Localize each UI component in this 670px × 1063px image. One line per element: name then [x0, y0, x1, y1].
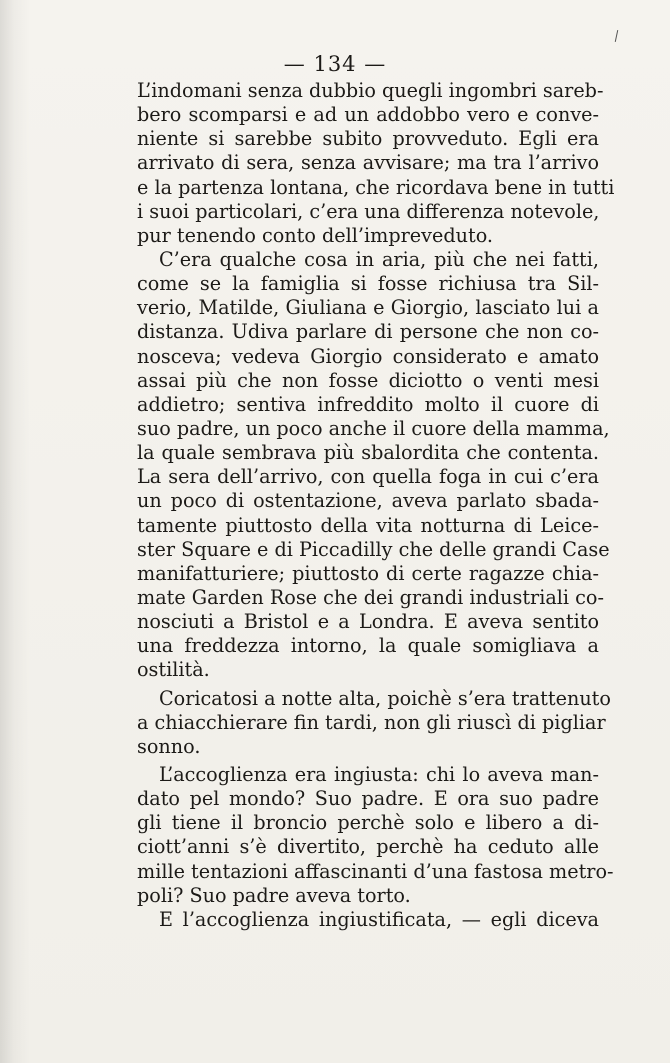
text-line: e la partenza lontana, che ricordava bene in tutti [137, 175, 615, 199]
text-line: gli tiene il broncio perchè solo e libero a di- [137, 811, 599, 835]
text-line: suo padre, un poco anche il cuore della mamma, [137, 416, 610, 440]
text-line: i suoi particolari, c’era una differenza notevole, [137, 199, 600, 223]
text-line: mille tentazioni affascinanti d’una fastosa metro- [137, 859, 614, 883]
text-line: come se la famiglia si fosse richiusa tra Sil- [137, 272, 599, 296]
text-line: verio, Matilde, Giuliana e Giorgio, lasciato lui a [137, 296, 599, 320]
text-line: distanza. Udiva parlare di persone che non co- [137, 320, 599, 344]
edge-mark [615, 30, 618, 42]
text-line: poli? Suo padre aveva torto. [137, 883, 411, 907]
text-line: nosciuti a Bristol e a Londra. E aveva sentito [137, 610, 599, 634]
text-line: assai più che non fosse diciotto o venti mesi [137, 368, 599, 392]
paragraph-start: E l’accoglienza ingiustificata, — egli diceva [159, 907, 599, 931]
text-line: tamente piuttosto della vita notturna di Leice- [137, 513, 599, 537]
text-line: dato pel mondo? Suo padre. E ora suo padre [137, 787, 599, 811]
text-line: manifatturiere; piuttosto di certe ragazze chia- [137, 561, 599, 585]
text-line: La sera dell’arrivo, con quella foga in cui c’era [137, 465, 599, 489]
text-line: nosceva; vedeva Giorgio considerato e amato [137, 344, 599, 368]
page-number: — 134 — [283, 52, 387, 76]
text-line: mate Garden Rose che dei grandi industriali co- [137, 585, 604, 609]
text-line: L’indomani senza dubbio quegli ingombri sareb- [137, 79, 604, 102]
paragraph-start: Coricatosi a notte alta, poichè s’era trattenuto [159, 686, 611, 710]
text-line: pur tenendo conto dell’impreveduto. [137, 223, 494, 247]
text-line: addietro; sentiva infreddito molto il cuore di [137, 392, 599, 416]
text-line: ster Square e di Piccadilly che delle grandi Case [137, 537, 610, 561]
text-line: una freddezza intorno, la quale somigliava a [137, 634, 599, 658]
text-line: a chiacchierare fin tardi, non gli riuscì di pigliar [137, 710, 606, 734]
text-line: bero scomparsi e ad un addobbo vero e conve- [137, 103, 599, 127]
text-line: arrivato di sera, senza avvisare; ma tra l’arrivo [137, 151, 599, 175]
text-line: ostilità. [137, 658, 210, 682]
text-line: ciott’anni s’è divertito, perchè ha ceduto alle [137, 835, 599, 859]
text-line: sonno. [137, 734, 201, 758]
text-line: niente si sarebbe subito provveduto. Egli era [137, 127, 599, 151]
text-line: un poco di ostentazione, aveva parlato sbada- [137, 489, 599, 513]
paragraph-start: L’accoglienza era ingiusta: chi lo aveva man- [159, 762, 599, 786]
paragraph-start: C’era qualche cosa in aria, più che nei fatti, [159, 247, 599, 271]
body-text [137, 79, 615, 932]
text-line: la quale sembrava più sbalordita che contenta. [137, 441, 599, 465]
